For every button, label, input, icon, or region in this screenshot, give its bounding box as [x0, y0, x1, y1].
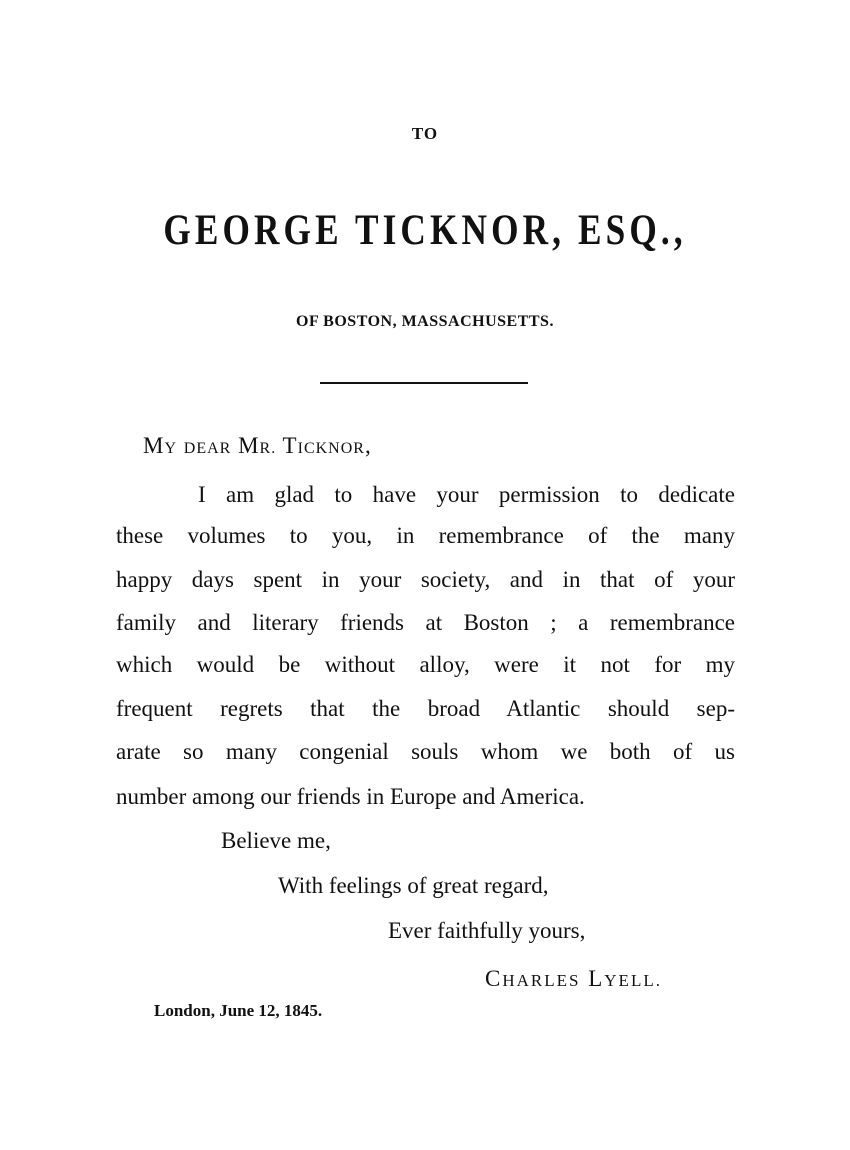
salutation-name-rest: ICKNOR — [297, 440, 365, 457]
signature-first-rest: HARLES — [502, 971, 581, 990]
letter-line: family and literary friends at Boston ; a remembrance — [116, 610, 735, 635]
letter-line: these volumes to you, in remembrance of the many — [116, 523, 735, 548]
salutation-mr-initial: M — [238, 433, 260, 458]
recipient-location: OF BOSTON, MASSACHUSETTS. — [296, 313, 554, 330]
letter-line: which would be without alloy, were it not for my — [116, 652, 735, 677]
closing-yours: Ever faithfully yours, — [388, 918, 586, 943]
letter-line: number among our friends in Europe and America. — [116, 784, 585, 809]
recipient-name: GEORGE TICKNOR, ESQ., — [163, 207, 687, 254]
salutation-comma: , — [364, 433, 372, 458]
letter-line: I am glad to have your permission to dedicate — [198, 482, 735, 507]
salutation-mr-rest: R. — [259, 440, 277, 457]
signature-last-initial: L — [588, 966, 605, 991]
salutation — [143, 433, 372, 459]
letter-line: arate so many congenial souls whom we both of us — [116, 739, 735, 764]
letter-line: frequent regrets that the broad Atlantic should sep- — [116, 696, 735, 721]
salutation-my-rest: Y — [164, 440, 178, 457]
salutation-dear: DEAR — [183, 440, 232, 457]
signature — [485, 966, 662, 992]
closing-regard: With feelings of great regard, — [278, 873, 549, 898]
dateline: London, June 12, 1845. — [154, 1001, 323, 1020]
salutation-name-initial: T — [282, 433, 298, 458]
dedication-to: TO — [411, 124, 439, 143]
salutation-my-initial: M — [143, 433, 165, 458]
signature-last-rest: YELL. — [604, 971, 662, 990]
divider-rule — [320, 382, 528, 384]
signature-first-initial: C — [485, 966, 503, 991]
letter-line: happy days spent in your society, and in that of your — [116, 567, 735, 592]
closing-believe: Believe me, — [221, 828, 331, 853]
